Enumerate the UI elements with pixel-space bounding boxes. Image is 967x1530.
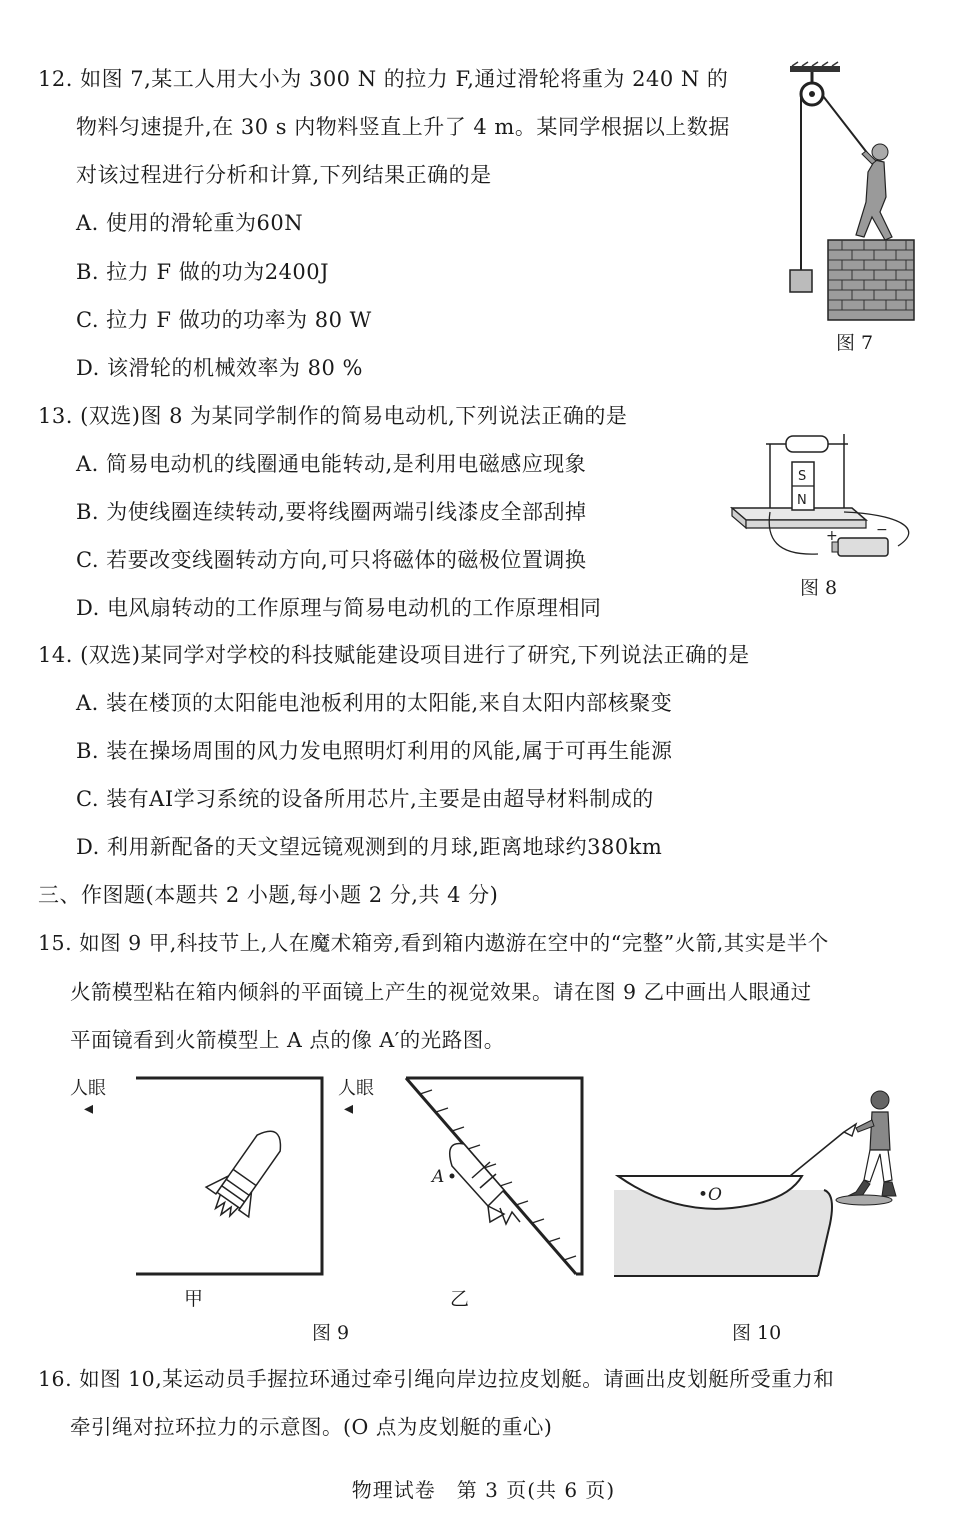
q13-option-a: A. 简易电动机的线圈通电能转动,是利用电磁感应现象: [76, 452, 587, 476]
q14-option-a: A. 装在楼顶的太阳能电池板利用的太阳能,来自太阳内部核聚变: [76, 691, 673, 715]
label-jia: 甲: [184, 1288, 204, 1310]
eye-icon-2: ◂: [344, 1098, 354, 1119]
q14-stem: 14. (双选)某同学对学校的科技赋能建设项目进行了研究,下列说法正确的是: [38, 643, 750, 667]
section-3-heading: 三、作图题(本题共 2 小题,每小题 2 分,共 4 分): [38, 883, 499, 907]
q12-option-d: D. 该滑轮的机械效率为 80 %: [76, 356, 363, 380]
figure-7-caption: 图 7: [836, 332, 874, 354]
magnet-n-label: N: [797, 493, 807, 508]
q13-option-c: C. 若要改变线圈转动方向,可只将磁体的磁极位置调换: [76, 548, 587, 572]
q13-stem: 13. (双选)图 8 为某同学制作的简易电动机,下列说法正确的是: [38, 404, 628, 428]
q15-stem-line3: 平面镜看到火箭模型上 A 点的像 A′的光路图。: [70, 1028, 505, 1052]
q12-stem-line2: 物料匀速提升,在 30 s 内物料竖直上升了 4 m。某同学根据以上数据: [76, 115, 730, 139]
q14-option-b: B. 装在操场周围的风力发电照明灯利用的风能,属于可再生能源: [76, 739, 673, 763]
label-yi: 乙: [450, 1288, 470, 1310]
q12-option-a: A. 使用的滑轮重为60N: [76, 211, 304, 235]
point-a-label: A: [432, 1167, 445, 1187]
figure-9-jia: [80, 1074, 330, 1279]
q14-option-d: D. 利用新配备的天文望远镜观测到的月球,距离地球约380km: [76, 835, 663, 859]
figure-10-caption: 图 10: [732, 1322, 782, 1344]
figure-10-kayak: [612, 1084, 922, 1280]
q12-option-b: B. 拉力 F 做的功为2400J: [76, 260, 330, 284]
point-o-label: •O: [698, 1185, 722, 1205]
eye-icon: ◂: [84, 1098, 94, 1119]
battery-plus-label: +: [826, 528, 838, 544]
figure-9-caption: 图 9: [312, 1322, 350, 1344]
battery-minus-label: −: [876, 522, 888, 538]
q13-option-d: D. 电风扇转动的工作原理与简易电动机的工作原理相同: [76, 596, 602, 620]
magnet-s-label: S: [798, 469, 807, 484]
q15-stem-line1: 15. 如图 9 甲,科技节上,人在魔术箱旁,看到箱内遨游在空中的“完整”火箭,其实是半个: [38, 931, 829, 955]
eye-label-jia: 人眼: [70, 1078, 106, 1099]
q12-stem-line1: 12. 如图 7,某工人用大小为 300 N 的拉力 F,通过滑轮将重为 240 N 的: [38, 67, 729, 91]
q12-stem-line3: 对该过程进行分析和计算,下列结果正确的是: [76, 163, 492, 187]
q12-option-c: C. 拉力 F 做功的功率为 80 W: [76, 308, 372, 332]
q15-stem-line2: 火箭模型粘在箱内倾斜的平面镜上产生的视觉效果。请在图 9 乙中画出人眼通过: [70, 980, 812, 1004]
figure-7-pulley: [780, 62, 930, 332]
eye-label-yi: 人眼: [338, 1078, 374, 1099]
figure-8-caption: 图 8: [800, 577, 838, 599]
page-footer: 物理试卷 第 3 页(共 6 页): [351, 1478, 616, 1502]
q16-stem-line1: 16. 如图 10,某运动员手握拉环通过牵引绳向岸边拉皮划艇。请画出皮划艇所受重力和: [38, 1367, 835, 1391]
figure-8-motor: [726, 428, 926, 578]
q13-option-b: B. 为使线圈连续转动,要将线圈两端引线漆皮全部刮掉: [76, 500, 587, 524]
q14-option-c: C. 装有AI学习系统的设备所用芯片,主要是由超导材料制成的: [76, 787, 654, 811]
figure-9-yi: [340, 1074, 590, 1279]
q16-stem-line2: 牵引绳对拉环拉力的示意图。(O 点为皮划艇的重心): [70, 1415, 553, 1439]
